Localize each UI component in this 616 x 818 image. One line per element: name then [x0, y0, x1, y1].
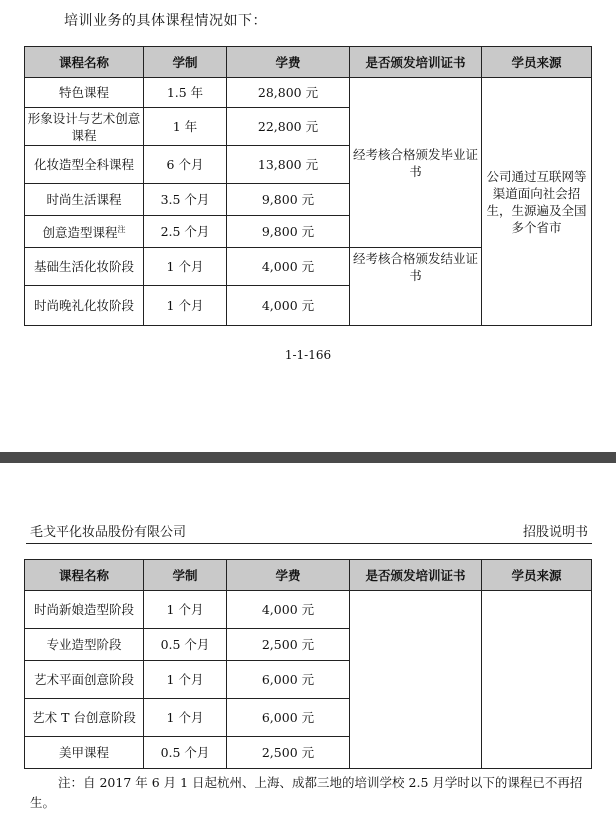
intro-text: 培训业务的具体课程情况如下： [64, 13, 267, 29]
course-term: 1 个月 [144, 661, 227, 699]
course-fee: 9,800 元 [227, 216, 350, 248]
course-fee: 2,500 元 [227, 737, 350, 769]
course-name [25, 216, 144, 248]
certificate-empty [350, 591, 482, 769]
table-header-row [25, 47, 592, 78]
header-course-name: 课程名称 [25, 560, 144, 591]
course-name: 形象设计与艺术创意课程 [25, 108, 144, 146]
header-certificate: 是否颁发培训证书 [350, 560, 482, 591]
course-fee: 4,000 元 [227, 286, 350, 326]
course-fee: 4,000 元 [227, 248, 350, 286]
course-name: 特色课程 [25, 78, 144, 108]
course-term: 1 个月 [144, 286, 227, 326]
course-fee: 4,000 元 [227, 591, 350, 629]
student-source: 公司通过互联网等渠道面向社会招生，生源遍及全国多个省市 [482, 78, 592, 326]
course-name: 化妆造型全科课程 [25, 146, 144, 184]
header-student-source: 学员来源 [482, 560, 592, 591]
course-term: 2.5 个月 [144, 216, 227, 248]
header-term: 学制 [144, 47, 227, 78]
course-table-part-2 [24, 559, 592, 769]
document-page-2 [0, 463, 616, 818]
certificate-graduation: 经考核合格颁发毕业证书 [350, 78, 482, 248]
course-term: 1 个月 [144, 248, 227, 286]
course-term: 3.5 个月 [144, 184, 227, 216]
course-fee: 2,500 元 [227, 629, 350, 661]
course-name-text: 创意造型课程 [42, 225, 118, 241]
course-name: 时尚生活课程 [25, 184, 144, 216]
header-certificate: 是否颁发培训证书 [350, 47, 482, 78]
course-term: 0.5 个月 [144, 737, 227, 769]
table-header-row [25, 560, 592, 591]
header-course-name: 课程名称 [25, 47, 144, 78]
course-name: 艺术平面创意阶段 [25, 661, 144, 699]
course-name: 艺术 T 台创意阶段 [25, 699, 144, 737]
company-name: 毛戈平化妆品股份有限公司 [30, 525, 187, 540]
course-term: 0.5 个月 [144, 629, 227, 661]
course-fee: 13,800 元 [227, 146, 350, 184]
footnote: 注：自 2017 年 6 月 1 日起杭州、上海、成都三地的培训学校 2.5 月学时以下的课程已不再招生。 [30, 775, 583, 810]
document-type: 招股说明书 [522, 525, 588, 540]
footnote-marker: 注 [117, 225, 126, 235]
course-term: 1 个月 [144, 699, 227, 737]
course-term: 6 个月 [144, 146, 227, 184]
course-term: 1.5 年 [144, 78, 227, 108]
course-name: 基础生活化妆阶段 [25, 248, 144, 286]
course-name: 时尚晚礼化妆阶段 [25, 286, 144, 326]
course-fee: 22,800 元 [227, 108, 350, 146]
course-term: 1 年 [144, 108, 227, 146]
header-term: 学制 [144, 560, 227, 591]
header-student-source: 学员来源 [482, 47, 592, 78]
course-fee: 6,000 元 [227, 661, 350, 699]
certificate-completion: 经考核合格颁发结业证书 [350, 248, 482, 326]
course-fee: 6,000 元 [227, 699, 350, 737]
course-name: 专业造型阶段 [25, 629, 144, 661]
student-source-empty [482, 591, 592, 769]
header-fee: 学费 [227, 560, 350, 591]
course-fee: 28,800 元 [227, 78, 350, 108]
course-table-part-1 [24, 46, 592, 326]
table-row [25, 78, 592, 108]
table-row [25, 591, 592, 629]
course-name: 时尚新娘造型阶段 [25, 591, 144, 629]
course-term: 1 个月 [144, 591, 227, 629]
course-fee: 9,800 元 [227, 184, 350, 216]
page-separator [0, 452, 616, 463]
course-name: 美甲课程 [25, 737, 144, 769]
page-number: 1-1-166 [284, 348, 332, 362]
header-rule [26, 543, 592, 544]
header-fee: 学费 [227, 47, 350, 78]
